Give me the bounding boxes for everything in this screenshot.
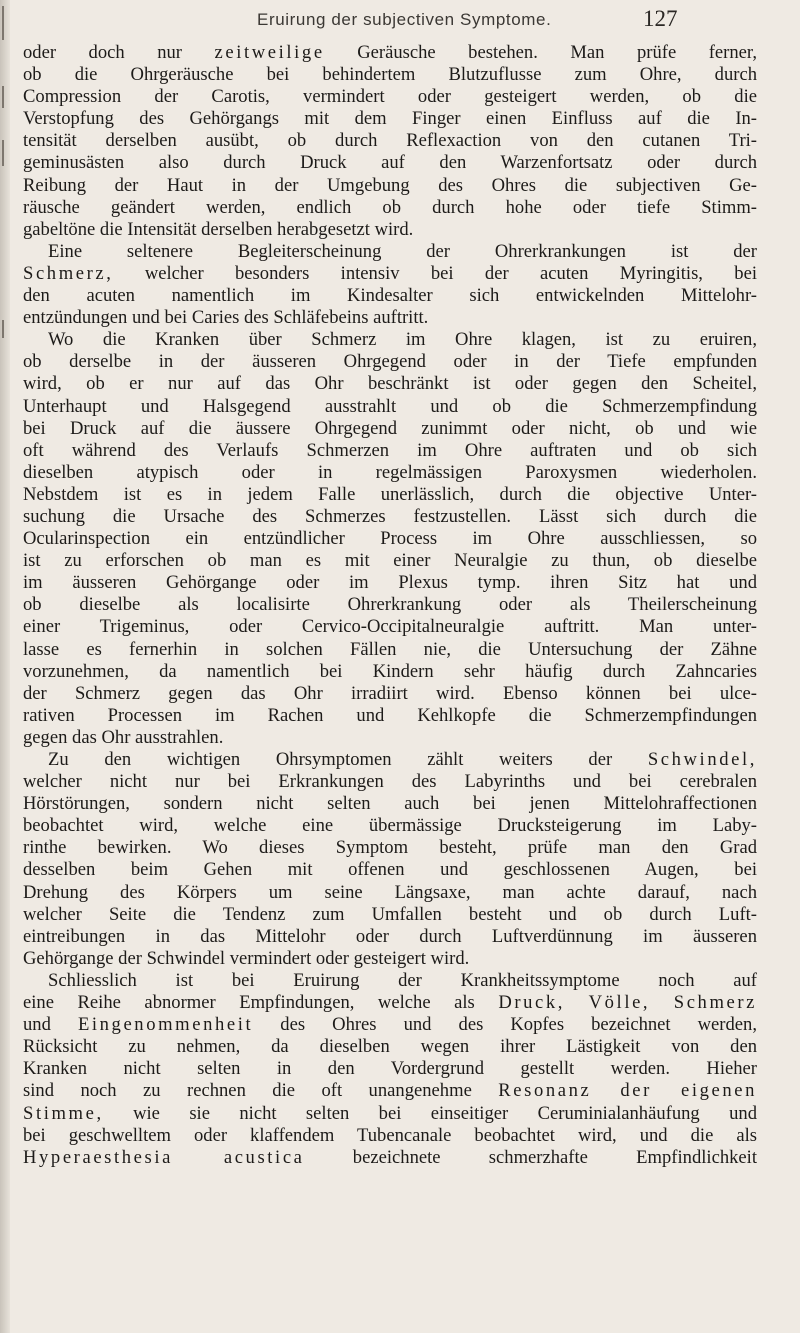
text-line: wird, ob er nur auf das Ohr beschränkt ist oder gegen den Scheitel, [23,373,757,395]
text-line: geminusästen also durch Druck auf den Warzenfortsatz oder durch [23,152,757,174]
text-line: sind noch zu rechnen die oft unangenehme Resonanz der eigenen [23,1080,757,1102]
text-line: Stimme, wie sie nicht selten bei einseitiger Ceruminialanhäufung und [23,1102,757,1124]
text-line: und Eingenommenheit des Ohres und des Kopfes bezeichnet werden, [23,1014,757,1036]
text-line: Drehung des Körpers um seine Längsaxe, man achte darauf, nach [23,881,757,903]
edge-mark [2,320,4,338]
text-line: ob die Ohrgeräusche bei behindertem Blutzuflusse zum Ohre, durch [23,64,757,86]
text-line: Reibung der Haut in der Umgebung des Ohres die subjectiven Ge- [23,174,757,196]
text-line: Eine seltenere Begleiterscheinung der Ohrerkrankungen ist der [48,240,757,262]
text-line: den acuten namentlich im Kindesalter sich entwickelnden Mittelohr- [23,285,757,307]
text-line: rinthe bewirken. Wo dieses Symptom besteht, prüfe man den Grad [23,837,757,859]
text-line: welcher nicht nur bei Erkrankungen des Labyrinths und bei cerebralen [23,771,757,793]
text-line: Hyperaesthesia acustica bezeichnete schmerzhafte Empfindlichkeit [23,1146,758,1168]
text-line: vorzunehmen, da namentlich bei Kindern sehr häufig durch Zahncaries [23,660,757,682]
text-line: Compression der Carotis, vermindert oder gesteigert werden, ob die [23,86,757,108]
text-line: ob dieselbe als localisirte Ohrerkrankung oder als Theilerscheinung [23,594,757,616]
text-line: Rücksicht zu nehmen, da dieselben wegen ihrer Lästigkeit von den [23,1036,757,1058]
text-line: räusche geändert werden, endlich ob durch hohe oder tiefe Stimm- [23,196,757,218]
text-line: suchung die Ursache des Schmerzes festzustellen. Lässt sich durch die [23,505,757,527]
text-line: gegen das Ohr ausstrahlen. [23,726,224,748]
edge-mark [2,140,4,166]
text-line: ist zu erforschen ob man es mit einer Neuralgie zu thun, ob dieselbe [23,550,757,572]
text-line: Hörstörungen, sondern nicht selten auch bei jenen Mittelohraffectionen [23,793,757,815]
page-number: 127 [643,6,678,31]
text-line: Kranken nicht selten in den Vordergrund gestellt werden. Hieher [23,1058,757,1080]
edge-mark [2,86,4,108]
text-line: lasse es fernerhin in solchen Fällen nie, die Untersuchung der Zähne [23,638,757,660]
text-line: eintreibungen in das Mittelohr oder durch Luftverdünnung im äusseren [23,925,757,947]
text-line: Zu den wichtigen Ohrsymptomen zählt weiters der Schwindel, [48,749,757,770]
text-line: eine Reihe abnormer Empfindungen, welche als Druck, Völle, Schmerz [23,992,758,1014]
text-line: bei Druck auf die äussere Ohrgegend zunimmt oder nicht, ob und wie [23,417,757,439]
running-title: Eruirung der subjectiven Symptome. [257,10,552,29]
text-line: rativen Processen im Rachen und Kehlkopfe die Schmerzempfindungen [23,704,757,726]
text-line: oder doch nur zeitweilige Geräusche bestehen. Man prüfe ferner, [23,42,758,63]
page-edge [0,0,10,1333]
text-line: dieselben atypisch oder in regelmässigen Paroxysmen wiederholen. [23,461,757,483]
text-line: Verstopfung des Gehörgangs mit dem Finger einen Einfluss auf die In- [23,108,757,130]
body-text [23,42,757,1169]
text-line: Ocularinspection ein entzündlicher Process im Ohre ausschliessen, so [23,528,757,550]
text-line: entzündungen und bei Caries des Schläfebeins auftritt. [23,307,429,329]
text-line: Wo die Kranken über Schmerz im Ohre klagen, ist zu eruiren, [48,329,757,351]
text-line: beobachtet wird, welche eine übermässige Drucksteigerung im Laby- [23,815,757,837]
text-line: welcher Seite die Tendenz zum Umfallen besteht und ob durch Luft- [23,903,757,925]
running-head [0,8,800,34]
text-line: einer Trigeminus, oder Cervico-Occipitalneuralgie auftritt. Man unter- [23,616,757,638]
text-line: desselben beim Gehen mit offenen und geschlossenen Augen, bei [23,859,757,881]
text-line: ob derselbe in der äusseren Ohrgegend oder in der Tiefe empfunden [23,351,757,373]
text-line: Gehörgange der Schwindel vermindert oder gesteigert wird. [23,947,470,969]
text-line: im äusseren Gehörgange oder im Plexus tymp. ihren Sitz hat und [23,572,757,594]
text-line: bei geschwelltem oder klaffendem Tubencanale beobachtet wird, und die als [23,1124,757,1146]
text-line: Schmerz, welcher besonders intensiv bei der acuten Myringitis, bei [23,262,757,284]
text-line: Schliesslich ist bei Eruirung der Krankheitssymptome noch auf [48,969,757,991]
text-line: Unterhaupt und Halsgegend ausstrahlt und ob die Schmerzempfindung [23,395,757,417]
text-line: gabeltöne die Intensität derselben herabgesetzt wird. [23,218,414,240]
text-line: der Schmerz gegen das Ohr irradiirt wird. Ebenso können bei ulce- [23,682,757,704]
text-line: Nebstdem ist es in jedem Falle unerlässlich, durch die objective Unter- [23,483,757,505]
text-line: oft während des Verlaufs Schmerzen im Ohre auftraten und ob sich [23,439,757,461]
text-line: tensität derselben ausübt, ob durch Reflexaction von den cutanen Tri- [23,130,757,152]
